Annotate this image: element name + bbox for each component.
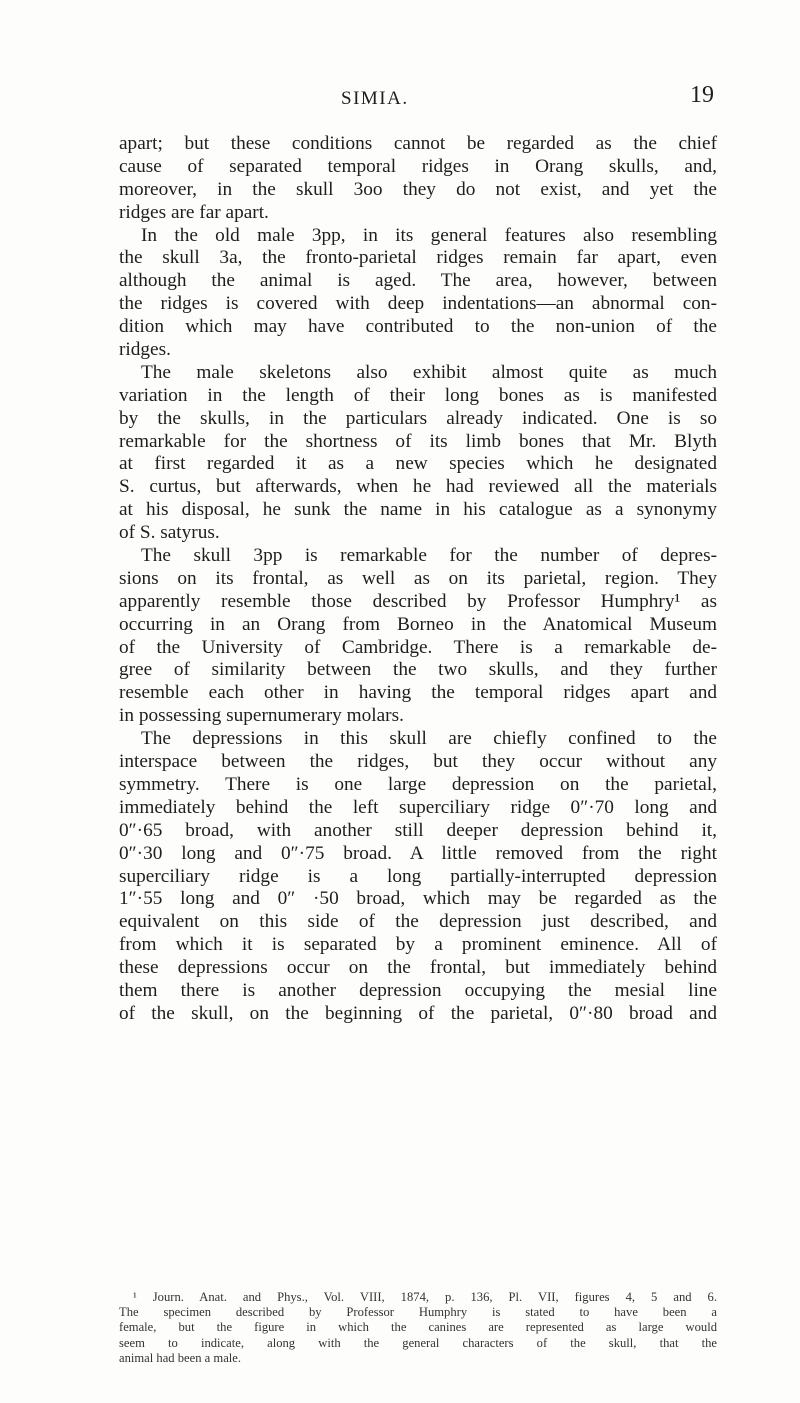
text-line: resemble each other in having the temporal ridges apart and	[119, 682, 717, 704]
text-line: 0″·30 long and 0″·75 broad. A little removed from the right	[119, 842, 717, 864]
text-line: dition which may have contributed to the non-union of the	[119, 316, 717, 338]
text-line: The male skeletons also exhibit almost quite as much	[141, 361, 717, 383]
running-title: SIMIA.	[341, 88, 409, 109]
text-line: ridges.	[119, 339, 171, 361]
text-line: the ridges is covered with deep indentations—an abnormal con-	[119, 293, 717, 315]
text-line: apparently resemble those described by Professor Humphry¹ as	[119, 590, 717, 612]
footnote-line: The specimen described by Professor Humphry is stated to have been a	[119, 1305, 717, 1320]
text-line: sions on its frontal, as well as on its parietal, region. They	[119, 567, 717, 589]
footnote-line: seem to indicate, along with the general characters of the skull, that the	[119, 1335, 717, 1350]
text-line: these depressions occur on the frontal, but immediately behind	[119, 957, 717, 979]
text-line: interspace between the ridges, but they occur without any	[119, 751, 717, 773]
text-line: The skull 3pp is remarkable for the number of depres-	[141, 545, 717, 567]
text-line: them there is another depression occupying the mesial line	[119, 979, 717, 1001]
text-line: by the skulls, in the particulars already indicated. One is so	[119, 407, 717, 429]
footnote-line: female, but the figure in which the canines are represented as large would	[119, 1320, 717, 1335]
text-line: at his disposal, he sunk the name in his catalogue as a synonymy	[119, 499, 717, 521]
text-line: cause of separated temporal ridges in Orang skulls, and,	[119, 155, 717, 177]
text-line: remarkable for the shortness of its limb bones that Mr. Blyth	[119, 430, 717, 452]
text-line: 1″·55 long and 0″ ·50 broad, which may be regarded as the	[119, 888, 717, 910]
text-line: superciliary ridge is a long partially-interrupted depression	[119, 865, 717, 887]
text-line: In the old male 3pp, in its general features also resembling	[141, 224, 717, 246]
text-line: symmetry. There is one large depression on the parietal,	[119, 773, 717, 795]
text-line: from which it is separated by a prominent eminence. All of	[119, 934, 717, 956]
text-line: at first regarded it as a new species which he designated	[119, 453, 717, 475]
text-line: immediately behind the left superciliary ridge 0″·70 long and	[119, 796, 717, 818]
text-line: occurring in an Orang from Borneo in the Anatomical Museum	[119, 613, 717, 635]
footnotes	[119, 1290, 717, 1366]
text-line: the skull 3a, the fronto-parietal ridges remain far apart, even	[119, 247, 717, 269]
text-line: in possessing supernumerary molars.	[119, 705, 404, 727]
footnote-line: ¹ Journ. Anat. and Phys., Vol. VIII, 1874, p. 136, Pl. VII, figures 4, 5 and 6.	[133, 1290, 717, 1304]
text-line: although the animal is aged. The area, however, between	[119, 270, 717, 292]
text-line: moreover, in the skull 3oo they do not exist, and yet the	[119, 178, 717, 200]
text-line: of the skull, on the beginning of the parietal, 0″·80 broad and	[119, 1002, 717, 1024]
text-line: gree of similarity between the two skulls, and they further	[119, 659, 717, 681]
text-line: variation in the length of their long bones as is manifested	[119, 384, 717, 406]
text-line: equivalent on this side of the depression just described, and	[119, 911, 717, 933]
text-line: S. curtus, but afterwards, when he had reviewed all the materials	[119, 476, 717, 498]
text-line: 0″·65 broad, with another still deeper depression behind it,	[119, 819, 717, 841]
footnote-line: animal had been a male.	[119, 1350, 242, 1365]
text-line: of S. satyrus.	[119, 522, 220, 544]
running-head	[0, 82, 800, 118]
page-number: 19	[690, 82, 714, 108]
text-line: The depressions in this skull are chiefly confined to the	[141, 728, 717, 750]
text-line: apart; but these conditions cannot be regarded as the chief	[119, 133, 717, 154]
body-text	[119, 133, 717, 1026]
text-line: of the University of Cambridge. There is a remarkable de-	[119, 636, 717, 658]
text-line: ridges are far apart.	[119, 201, 269, 223]
